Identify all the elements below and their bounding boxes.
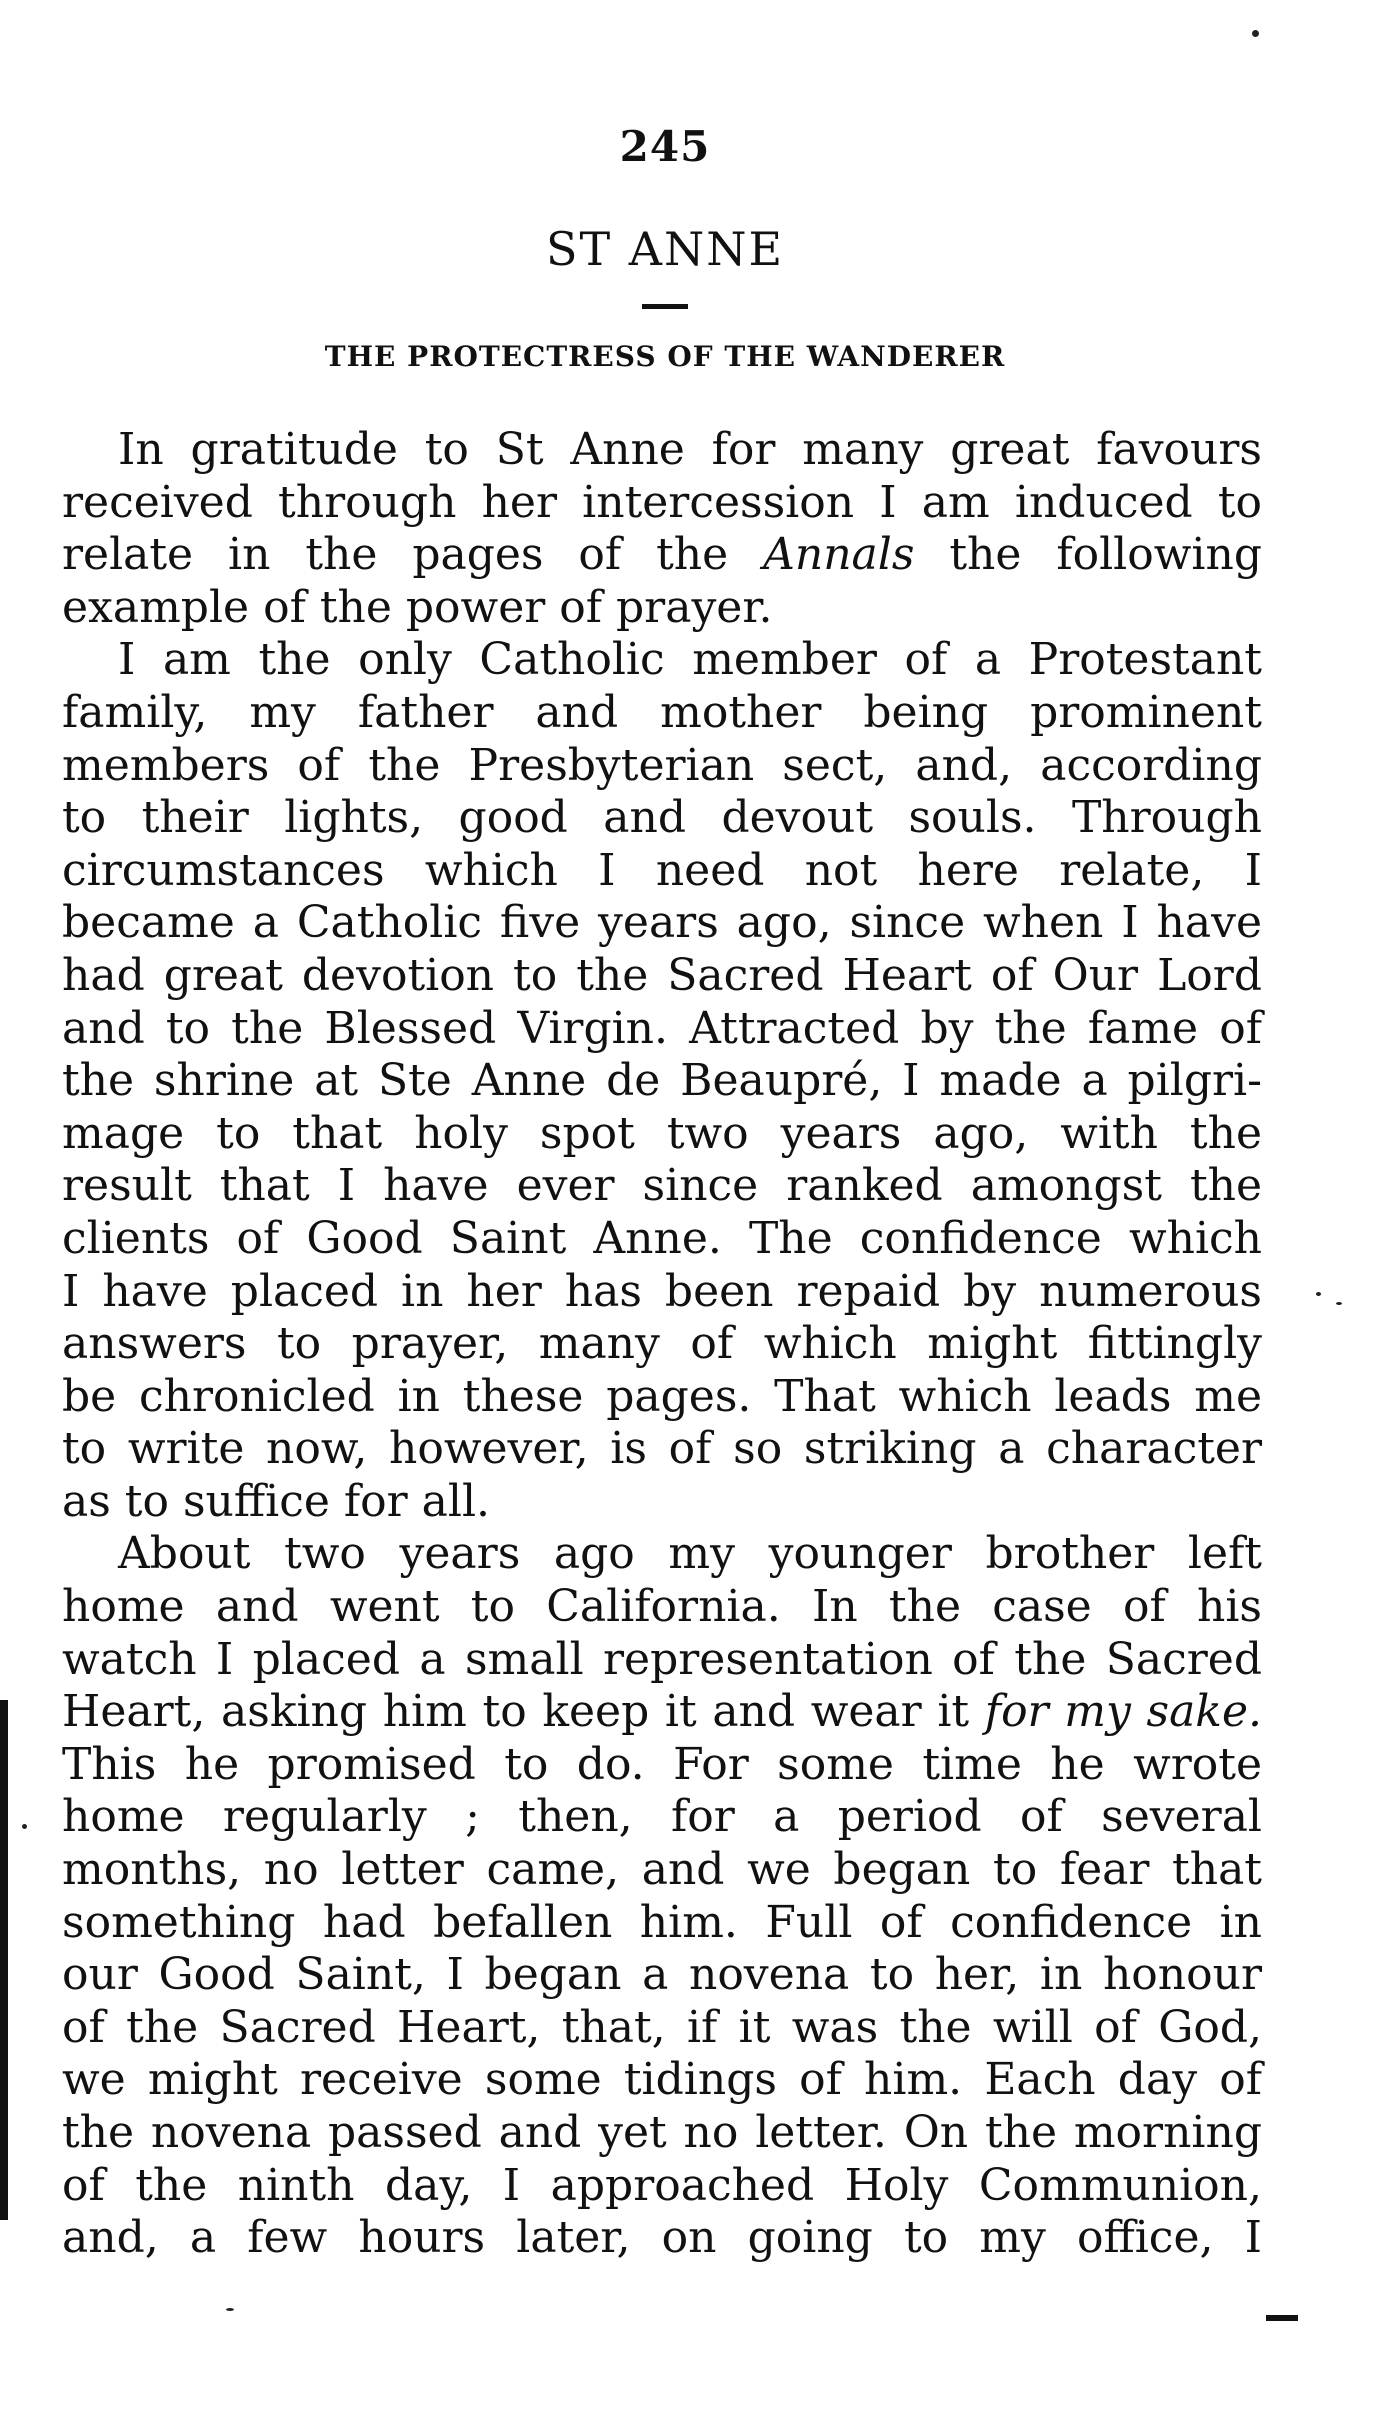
text-span: relate in the pages of the: [62, 529, 764, 581]
text-line: clients of Good Saint Anne. The confidence which: [62, 1212, 1262, 1264]
text-line: home regularly ; then, for a period of several: [62, 1791, 1262, 1843]
speck-mark: [1316, 1292, 1321, 1296]
text-line: example of the power of prayer.: [62, 581, 773, 633]
speck-mark: [226, 2308, 234, 2311]
text-line: months, no letter came, and we began to fear that: [62, 1844, 1262, 1896]
page-edge-shadow: [0, 1700, 8, 2220]
text-line: the shrine at Ste Anne de Beaupré, I made a pilgri-: [62, 1055, 1262, 1107]
text-line: About two years ago my younger brother left: [118, 1528, 1262, 1580]
text-span: Heart, asking him to keep it and wear it: [62, 1686, 985, 1738]
text-line: had great devotion to the Sacred Heart of Our Lord: [62, 949, 1262, 1001]
text-line: of the Sacred Heart, that, if it was the will of God,: [62, 2001, 1262, 2053]
text-line: home and went to California. In the case of his: [62, 1581, 1262, 1633]
text-line: be chronicled in these pages. That which leads me: [62, 1370, 1262, 1422]
speck-mark: [22, 1824, 27, 1829]
text-line: members of the Presbyterian sect, and, according: [62, 739, 1262, 791]
text-line: received through her intercession I am induced to: [62, 476, 1262, 528]
footer-dash: [1266, 2315, 1298, 2321]
text-line: to their lights, good and devout souls. Through: [62, 792, 1262, 844]
text-line: of the ninth day, I approached Holy Communion,: [62, 2159, 1262, 2211]
text-line: as to suffice for all.: [62, 1475, 491, 1527]
text-line: circumstances which I need not here relate, I: [62, 844, 1262, 896]
text-line: answers to prayer, many of which might fittingly: [62, 1318, 1262, 1370]
text-line: I am the only Catholic member of a Protestant: [118, 634, 1262, 686]
italic-title: for my sake.: [984, 1686, 1262, 1738]
speck-mark: [1336, 1302, 1342, 1305]
text-line: In gratitude to St Anne for many great favours: [118, 424, 1262, 475]
text-line: family, my father and mother being prominent: [62, 686, 1262, 738]
text-line: and, a few hours later, on going to my office, I: [62, 2212, 1262, 2264]
text-line: we might receive some tidings of him. Each day of: [62, 2054, 1262, 2106]
page-title: ST ANNE: [545, 222, 785, 276]
page-number: 245: [619, 122, 711, 171]
body-text: [62, 424, 1262, 2265]
text-line: and to the Blessed Virgin. Attracted by the fame of: [62, 1002, 1262, 1054]
text-line: [62, 1686, 1262, 1739]
page-subtitle: THE PROTECTRESS OF THE WANDERER: [324, 340, 1006, 373]
text-line: mage to that holy spot two years ago, with the: [62, 1107, 1262, 1159]
text-line: I have placed in her has been repaid by numerous: [62, 1265, 1262, 1317]
text-line: something had befallen him. Full of confidence in: [62, 1896, 1262, 1948]
text-line: became a Catholic five years ago, since when I have: [62, 897, 1262, 949]
text-span: the following: [914, 529, 1262, 581]
text-line: to write now, however, is of so striking a character: [62, 1423, 1262, 1475]
text-line: our Good Saint, I began a novena to her, in honour: [62, 1949, 1262, 2001]
title-rule: [642, 304, 688, 309]
italic-title: Annals: [763, 529, 915, 581]
speck-mark: [1252, 30, 1259, 37]
text-line: result that I have ever since ranked amongst the: [62, 1160, 1262, 1212]
text-line: This he promised to do. For some time he wrote: [62, 1738, 1262, 1790]
text-line: watch I placed a small representation of the Sacred: [62, 1633, 1262, 1685]
text-line: the novena passed and yet no letter. On the morning: [62, 2107, 1262, 2158]
text-line: [62, 529, 1262, 582]
